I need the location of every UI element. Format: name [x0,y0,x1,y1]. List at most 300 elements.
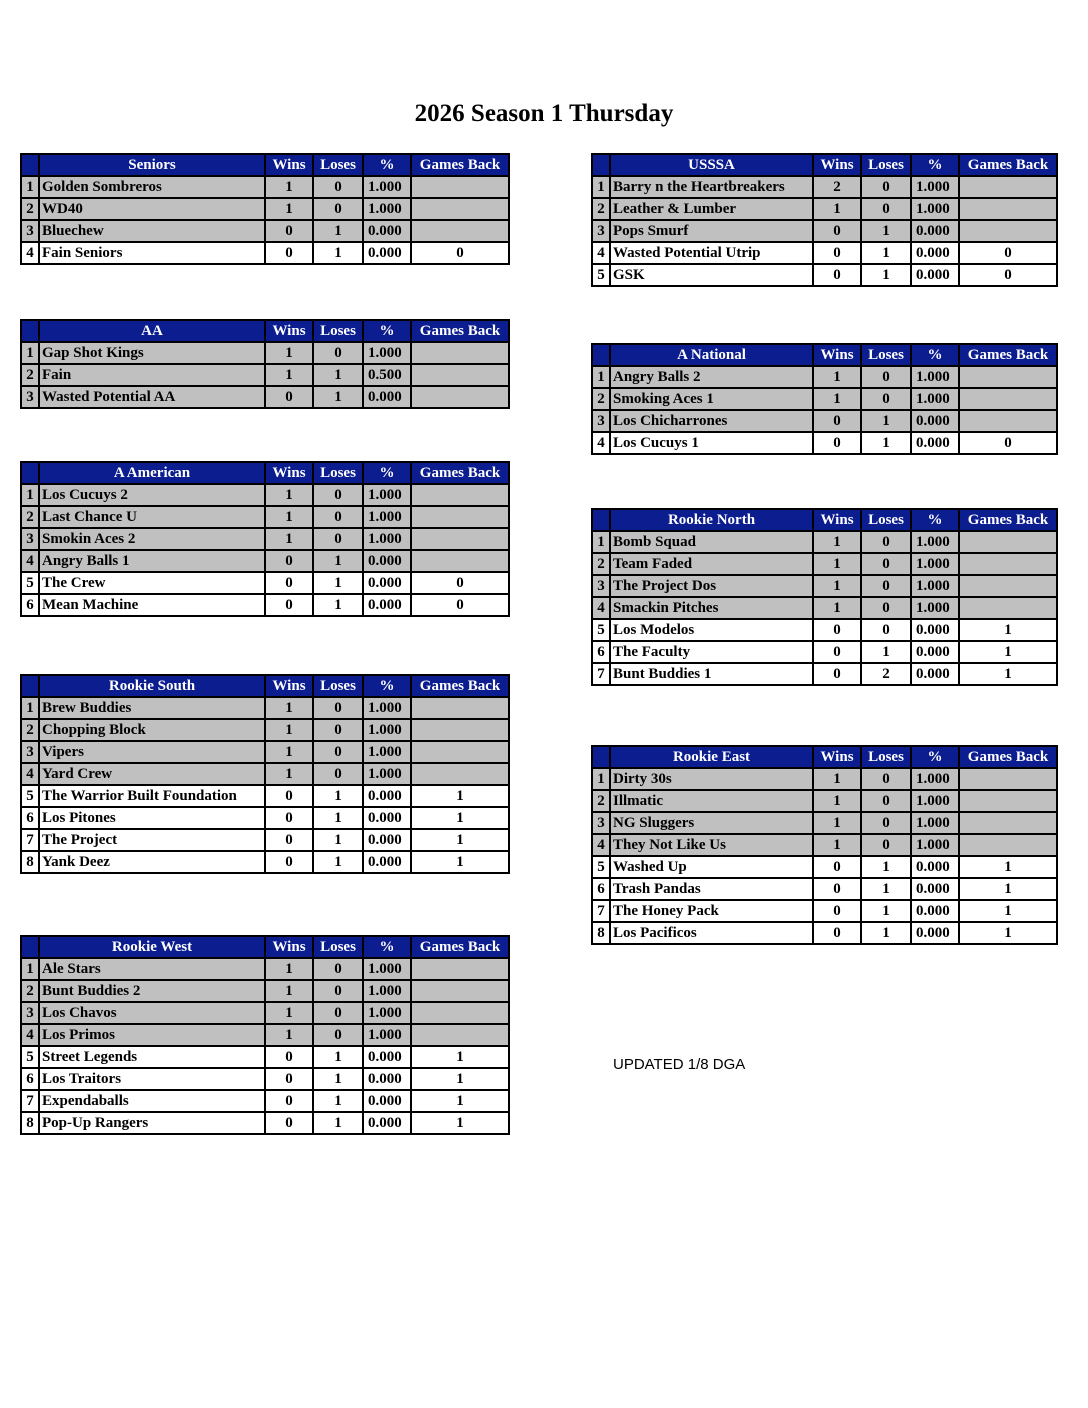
division-name: Rookie South [39,675,265,697]
wins-cell: 1 [813,553,861,575]
wins-header: Wins [813,154,861,176]
games-back-cell: 1 [411,1090,509,1112]
division-header-row [21,675,509,697]
rank-cell: 2 [592,198,610,220]
division-name: A National [610,344,813,366]
games-back-cell: 1 [959,856,1057,878]
division-header-row [21,462,509,484]
rank-cell: 3 [592,220,610,242]
games-back-cell: 0 [959,264,1057,286]
loses-cell: 0 [861,531,911,553]
rank-cell: 8 [21,1112,39,1134]
team-name: Smackin Pitches [610,597,813,619]
loses-cell: 1 [861,432,911,454]
rank-cell: 3 [21,741,39,763]
wins-cell: 0 [265,785,313,807]
team-name: Dirty 30s [610,768,813,790]
wins-cell: 1 [265,342,313,364]
rank-header [21,320,39,342]
team-name: Washed Up [610,856,813,878]
rank-cell: 5 [592,264,610,286]
wins-cell: 1 [265,176,313,198]
wins-cell: 1 [265,958,313,980]
rank-cell: 4 [21,1024,39,1046]
games-back-header: Games Back [411,320,509,342]
rank-cell: 4 [592,834,610,856]
team-row [21,220,509,242]
loses-cell: 1 [313,1068,363,1090]
wins-header: Wins [813,344,861,366]
standings-table-seniors [20,153,510,265]
rank-cell: 1 [21,484,39,506]
team-row [592,388,1057,410]
standings-table-a-national [591,343,1058,455]
team-name: Los Chavos [39,1002,265,1024]
wins-cell: 0 [813,220,861,242]
loses-cell: 0 [861,198,911,220]
standings-table-rookie-south [20,674,510,874]
pct-cell: 1.000 [363,342,411,364]
pct-cell: 1.000 [363,719,411,741]
games-back-cell [411,958,509,980]
pct-cell: 1.000 [911,531,959,553]
wins-cell: 0 [813,856,861,878]
team-name: Expendaballs [39,1090,265,1112]
team-name: Trash Pandas [610,878,813,900]
wins-header: Wins [265,320,313,342]
loses-cell: 0 [861,366,911,388]
rank-cell: 3 [21,220,39,242]
rank-header [592,746,610,768]
loses-cell: 0 [313,958,363,980]
pct-cell: 1.000 [363,198,411,220]
rank-header [21,936,39,958]
rank-cell: 1 [21,958,39,980]
team-row [21,697,509,719]
team-name: WD40 [39,198,265,220]
team-row [21,980,509,1002]
loses-cell: 1 [313,785,363,807]
pct-cell: 0.000 [363,572,411,594]
pct-cell: 1.000 [911,790,959,812]
team-row [21,594,509,616]
wins-cell: 0 [265,594,313,616]
games-back-cell [959,198,1057,220]
loses-cell: 0 [313,1002,363,1024]
team-row [21,829,509,851]
loses-header: Loses [861,154,911,176]
team-row [21,807,509,829]
team-row [592,242,1057,264]
pct-cell: 1.000 [363,980,411,1002]
rank-cell: 6 [592,641,610,663]
pct-cell: 0.000 [911,432,959,454]
team-name: They Not Like Us [610,834,813,856]
rank-header [592,154,610,176]
wins-cell: 0 [813,242,861,264]
team-row [592,900,1057,922]
loses-cell: 1 [861,922,911,944]
rank-header [21,675,39,697]
loses-cell: 1 [313,364,363,386]
wins-cell: 0 [813,663,861,685]
loses-cell: 1 [313,550,363,572]
wins-cell: 1 [813,834,861,856]
loses-header: Loses [861,746,911,768]
wins-cell: 0 [265,1046,313,1068]
pct-cell: 0.000 [363,1046,411,1068]
standings-table-rookie-east [591,745,1058,945]
team-row [21,1002,509,1024]
wins-cell: 1 [813,575,861,597]
rank-cell: 3 [21,528,39,550]
wins-cell: 0 [265,220,313,242]
wins-cell: 0 [265,1090,313,1112]
rank-header [592,344,610,366]
rank-header [592,509,610,531]
pct-cell: 1.000 [363,958,411,980]
wins-cell: 0 [813,641,861,663]
wins-cell: 0 [265,242,313,264]
rank-cell: 6 [592,878,610,900]
games-back-cell: 1 [411,829,509,851]
wins-cell: 1 [813,531,861,553]
pct-cell: 0.000 [363,594,411,616]
team-name: Leather & Lumber [610,198,813,220]
pct-header: % [363,154,411,176]
team-row [592,878,1057,900]
pct-cell: 0.000 [363,386,411,408]
loses-cell: 0 [313,506,363,528]
team-name: Gap Shot Kings [39,342,265,364]
team-row [21,1090,509,1112]
pct-cell: 0.000 [911,220,959,242]
wins-cell: 0 [265,1068,313,1090]
team-row [21,785,509,807]
loses-cell: 0 [861,597,911,619]
wins-cell: 0 [265,851,313,873]
loses-cell: 1 [313,242,363,264]
updated-note: UPDATED 1/8 DGA [613,1056,746,1073]
team-name: Pop-Up Rangers [39,1112,265,1134]
pct-cell: 0.000 [911,878,959,900]
games-back-cell [411,176,509,198]
wins-cell: 0 [265,829,313,851]
wins-cell: 0 [265,1112,313,1134]
loses-cell: 0 [313,484,363,506]
team-name: GSK [610,264,813,286]
pct-cell: 1.000 [911,768,959,790]
wins-cell: 1 [265,697,313,719]
games-back-cell: 0 [959,242,1057,264]
team-row [592,575,1057,597]
wins-cell: 0 [813,410,861,432]
games-back-header: Games Back [959,154,1057,176]
games-back-cell [959,176,1057,198]
rank-cell: 5 [592,856,610,878]
team-name: Vipers [39,741,265,763]
games-back-cell: 1 [959,878,1057,900]
games-back-cell: 0 [959,432,1057,454]
wins-cell: 1 [265,364,313,386]
loses-cell: 1 [861,641,911,663]
team-name: Angry Balls 2 [610,366,813,388]
wins-cell: 0 [813,432,861,454]
rank-cell: 4 [21,242,39,264]
pct-cell: 0.000 [911,663,959,685]
division-header-row [592,746,1057,768]
games-back-cell [411,1002,509,1024]
rank-cell: 6 [21,1068,39,1090]
games-back-header: Games Back [411,154,509,176]
loses-cell: 0 [313,198,363,220]
games-back-cell: 0 [411,594,509,616]
games-back-cell [411,741,509,763]
team-name: Wasted Potential Utrip [610,242,813,264]
team-row [592,663,1057,685]
wins-header: Wins [265,936,313,958]
wins-cell: 1 [813,812,861,834]
rank-cell: 4 [21,550,39,572]
loses-cell: 1 [313,851,363,873]
rank-cell: 4 [592,242,610,264]
team-name: Bunt Buddies 1 [610,663,813,685]
rank-cell: 3 [592,410,610,432]
pct-header: % [363,936,411,958]
games-back-cell [959,597,1057,619]
games-back-header: Games Back [959,746,1057,768]
games-back-cell [959,790,1057,812]
pct-cell: 0.000 [363,851,411,873]
loses-cell: 1 [313,220,363,242]
team-name: The Honey Pack [610,900,813,922]
division-header-row [592,344,1057,366]
wins-header: Wins [265,675,313,697]
loses-cell: 0 [313,741,363,763]
team-row [21,741,509,763]
games-back-cell: 0 [411,572,509,594]
wins-cell: 1 [813,790,861,812]
loses-cell: 0 [861,834,911,856]
team-name: The Project [39,829,265,851]
rank-cell: 5 [21,1046,39,1068]
wins-cell: 0 [813,878,861,900]
wins-header: Wins [265,462,313,484]
games-back-cell [959,220,1057,242]
team-row [592,641,1057,663]
pct-header: % [363,675,411,697]
team-name: Los Pitones [39,807,265,829]
pct-cell: 1.000 [911,553,959,575]
rank-cell: 1 [21,697,39,719]
rank-cell: 6 [21,594,39,616]
pct-cell: 0.000 [911,410,959,432]
games-back-cell: 1 [959,641,1057,663]
pct-cell: 0.000 [911,619,959,641]
wins-cell: 0 [813,900,861,922]
team-row [21,198,509,220]
team-row [21,342,509,364]
rank-cell: 1 [592,366,610,388]
loses-cell: 0 [313,342,363,364]
team-name: Los Cucuys 1 [610,432,813,454]
standings-table-usssa [591,153,1058,287]
loses-cell: 0 [313,528,363,550]
team-name: Los Pacificos [610,922,813,944]
rank-cell: 3 [592,575,610,597]
wins-cell: 1 [813,768,861,790]
team-row [592,922,1057,944]
loses-cell: 1 [313,1112,363,1134]
loses-cell: 1 [861,900,911,922]
wins-cell: 1 [265,198,313,220]
rank-cell: 5 [21,572,39,594]
games-back-header: Games Back [959,344,1057,366]
division-name: A American [39,462,265,484]
wins-cell: 1 [265,719,313,741]
team-name: Team Faded [610,553,813,575]
team-name: Street Legends [39,1046,265,1068]
team-name: Los Cucuys 2 [39,484,265,506]
games-back-cell [959,553,1057,575]
games-back-cell [959,768,1057,790]
games-back-cell [411,386,509,408]
loses-cell: 0 [861,619,911,641]
team-row [21,958,509,980]
wins-header: Wins [265,154,313,176]
team-name: Barry n the Heartbreakers [610,176,813,198]
games-back-cell [411,342,509,364]
team-row [21,1046,509,1068]
pct-cell: 1.000 [363,176,411,198]
team-name: Fain [39,364,265,386]
wins-cell: 0 [265,572,313,594]
rank-cell: 2 [592,790,610,812]
pct-cell: 0.000 [363,807,411,829]
pct-cell: 1.000 [363,1002,411,1024]
loses-header: Loses [313,320,363,342]
games-back-cell: 1 [959,922,1057,944]
team-row [592,198,1057,220]
wins-cell: 1 [813,198,861,220]
pct-cell: 1.000 [363,741,411,763]
games-back-cell [411,980,509,1002]
division-name: Rookie North [610,509,813,531]
wins-cell: 0 [813,922,861,944]
loses-cell: 0 [313,980,363,1002]
pct-cell: 1.000 [363,763,411,785]
division-header-row [21,154,509,176]
team-row [21,1112,509,1134]
rank-cell: 4 [21,763,39,785]
standings-table-rookie-north [591,508,1058,686]
games-back-cell [959,575,1057,597]
games-back-cell [411,198,509,220]
team-name: The Warrior Built Foundation [39,785,265,807]
team-row [592,790,1057,812]
wins-cell: 1 [265,506,313,528]
rank-header [21,154,39,176]
loses-cell: 1 [861,856,911,878]
pct-cell: 0.000 [363,242,411,264]
rank-cell: 8 [21,851,39,873]
pct-cell: 1.000 [363,506,411,528]
rank-cell: 2 [592,388,610,410]
pct-header: % [363,320,411,342]
pct-cell: 0.000 [363,829,411,851]
pct-header: % [911,746,959,768]
rank-cell: 3 [21,386,39,408]
pct-header: % [911,509,959,531]
rank-cell: 2 [21,506,39,528]
team-row [592,176,1057,198]
team-row [592,432,1057,454]
pct-cell: 0.000 [911,242,959,264]
pct-cell: 0.000 [363,220,411,242]
pct-cell: 0.500 [363,364,411,386]
games-back-cell: 1 [411,1068,509,1090]
team-name: Smokin Aces 2 [39,528,265,550]
rank-cell: 7 [21,1090,39,1112]
loses-cell: 0 [861,176,911,198]
games-back-cell: 1 [959,619,1057,641]
division-name: AA [39,320,265,342]
team-row [21,176,509,198]
division-name: USSSA [610,154,813,176]
team-name: Bluechew [39,220,265,242]
team-row [21,484,509,506]
loses-cell: 0 [313,763,363,785]
wins-cell: 2 [813,176,861,198]
loses-cell: 1 [313,829,363,851]
pct-cell: 1.000 [363,484,411,506]
loses-header: Loses [313,675,363,697]
games-back-cell: 1 [959,900,1057,922]
loses-cell: 0 [861,553,911,575]
loses-cell: 1 [861,878,911,900]
rank-cell: 4 [592,432,610,454]
loses-cell: 0 [861,388,911,410]
rank-cell: 1 [592,531,610,553]
team-name: Yard Crew [39,763,265,785]
loses-cell: 2 [861,663,911,685]
rank-cell: 1 [592,768,610,790]
page-title: 2026 Season 1 Thursday [414,100,674,127]
wins-cell: 1 [265,763,313,785]
loses-cell: 1 [313,572,363,594]
team-row [21,851,509,873]
rank-cell: 1 [21,176,39,198]
wins-cell: 0 [265,807,313,829]
pct-cell: 0.000 [911,641,959,663]
team-row [592,812,1057,834]
games-back-cell: 0 [411,242,509,264]
loses-cell: 1 [861,264,911,286]
division-name: Rookie East [610,746,813,768]
pct-cell: 0.000 [363,1112,411,1134]
team-row [592,531,1057,553]
division-header-row [21,936,509,958]
team-row [21,242,509,264]
loses-cell: 0 [313,719,363,741]
pct-cell: 1.000 [911,597,959,619]
team-row [592,768,1057,790]
pct-cell: 0.000 [363,1068,411,1090]
loses-header: Loses [313,462,363,484]
games-back-cell [411,719,509,741]
pct-cell: 1.000 [911,575,959,597]
games-back-cell [959,410,1057,432]
